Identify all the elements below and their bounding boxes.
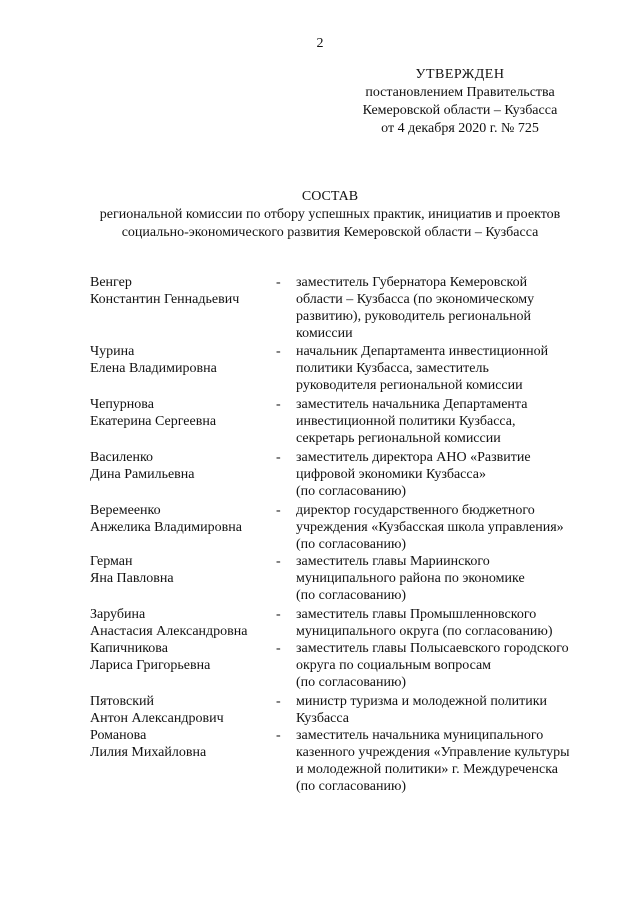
member-role bbox=[296, 640, 588, 693]
member-row bbox=[90, 727, 590, 796]
member-name bbox=[90, 396, 276, 449]
approval-title: УТВЕРЖДЕН bbox=[415, 67, 505, 82]
member-role-line: округа по социальным вопросам bbox=[296, 658, 492, 673]
member-given-names: Антон Александрович bbox=[90, 711, 224, 726]
member-given-names: Анастасия Александровна bbox=[90, 624, 248, 639]
member-role-line: заместитель начальника Департамента bbox=[296, 397, 528, 412]
member-name bbox=[90, 693, 276, 727]
document-title: СОСТАВ bbox=[301, 189, 359, 204]
member-row bbox=[90, 553, 590, 606]
member-dash: - bbox=[276, 554, 281, 569]
member-role bbox=[296, 396, 588, 449]
member-role-line: учреждения «Кузбасская школа управления» bbox=[296, 520, 564, 535]
approval-stamp bbox=[330, 66, 590, 138]
document-heading bbox=[60, 188, 600, 242]
member-given-names: Лилия Михайловна bbox=[90, 745, 207, 760]
member-given-names: Екатерина Сергеевна bbox=[90, 414, 217, 429]
member-dash: - bbox=[276, 450, 281, 465]
member-role-line: (по согласованию) bbox=[296, 588, 407, 603]
approval-line: Кемеровской области – Кузбасса bbox=[362, 103, 558, 118]
member-role bbox=[296, 727, 588, 796]
member-row bbox=[90, 343, 590, 396]
member-role-line: развитию), руководитель региональной bbox=[296, 309, 532, 324]
member-row bbox=[90, 640, 590, 693]
member-role bbox=[296, 693, 588, 727]
member-role-line: руководителя региональной комиссии bbox=[296, 378, 523, 393]
member-given-names: Яна Павловна bbox=[90, 571, 174, 586]
page-number: 2 bbox=[316, 36, 324, 51]
member-name bbox=[90, 274, 276, 343]
member-name bbox=[90, 449, 276, 502]
member-given-names: Константин Геннадьевич bbox=[90, 292, 240, 307]
approval-line: от 4 декабря 2020 г. № 725 bbox=[381, 121, 539, 136]
member-given-names: Лариса Григорьевна bbox=[90, 658, 211, 673]
document-subtitle-line: региональной комиссии по отбору успешных практик, инициатив и проектов bbox=[99, 207, 561, 222]
member-role-line: политики Кузбасса, заместитель bbox=[296, 361, 489, 376]
member-row bbox=[90, 449, 590, 502]
member-role-line: цифровой экономики Кузбасса» bbox=[296, 467, 486, 482]
member-role bbox=[296, 553, 588, 606]
member-dash: - bbox=[276, 397, 281, 412]
member-role-line: министр туризма и молодежной политики bbox=[296, 694, 548, 709]
member-role-line: (по согласованию) bbox=[296, 779, 407, 794]
member-given-names: Дина Рамильевна bbox=[90, 467, 195, 482]
member-dash: - bbox=[276, 694, 281, 709]
member-row bbox=[90, 396, 590, 449]
member-role-line: области – Кузбасса (по экономическому bbox=[296, 292, 535, 307]
member-role bbox=[296, 274, 588, 343]
member-role-line: инвестиционной политики Кузбасса, bbox=[296, 414, 516, 429]
member-name bbox=[90, 502, 276, 553]
member-role-line: муниципального района по экономике bbox=[296, 571, 525, 586]
member-surname: Веремеенко bbox=[90, 503, 161, 518]
member-surname: Пятовский bbox=[90, 694, 155, 709]
document-subtitle-line: социально-экономического развития Кемеровской области – Кузбасса bbox=[121, 225, 539, 240]
member-role bbox=[296, 502, 588, 553]
member-surname: Капичникова bbox=[90, 641, 168, 656]
member-surname: Василенко bbox=[90, 450, 154, 465]
member-given-names: Елена Владимировна bbox=[90, 361, 217, 376]
member-role-line: заместитель главы Промышленновского bbox=[296, 607, 537, 622]
member-given-names: Анжелика Владимировна bbox=[90, 520, 242, 535]
member-name bbox=[90, 553, 276, 606]
member-dash: - bbox=[276, 728, 281, 743]
member-role bbox=[296, 343, 588, 396]
member-role-line: комиссии bbox=[296, 326, 353, 341]
member-row bbox=[90, 693, 590, 727]
member-role-line: муниципального округа (по согласованию) bbox=[296, 624, 553, 639]
member-surname: Зарубина bbox=[90, 607, 146, 622]
member-role-line: (по согласованию) bbox=[296, 484, 407, 499]
member-role-line: заместитель директора АНО «Развитие bbox=[296, 450, 531, 465]
member-role-line: заместитель главы Полысаевского городского bbox=[296, 641, 569, 656]
member-row bbox=[90, 502, 590, 553]
member-role-line: (по согласованию) bbox=[296, 675, 407, 690]
member-surname: Венгер bbox=[90, 275, 132, 290]
member-role-line: заместитель Губернатора Кемеровской bbox=[296, 275, 528, 290]
member-role-line: казенного учреждения «Управление культуры bbox=[296, 745, 570, 760]
member-role-line: секретарь региональной комиссии bbox=[296, 431, 501, 446]
members-list bbox=[90, 274, 590, 796]
member-dash: - bbox=[276, 641, 281, 656]
member-surname: Чурина bbox=[90, 344, 135, 359]
member-role-line: директор государственного бюджетного bbox=[296, 503, 535, 518]
member-role bbox=[296, 606, 588, 640]
member-role-line: (по согласованию) bbox=[296, 537, 407, 552]
member-name bbox=[90, 343, 276, 396]
member-surname: Романова bbox=[90, 728, 147, 743]
member-name bbox=[90, 727, 276, 796]
member-dash: - bbox=[276, 607, 281, 622]
member-name bbox=[90, 640, 276, 693]
member-role-line: заместитель начальника муниципального bbox=[296, 728, 544, 743]
member-role-line: Кузбасса bbox=[296, 711, 349, 726]
approval-line: постановлением Правительства bbox=[365, 85, 555, 100]
member-dash: - bbox=[276, 344, 281, 359]
member-row bbox=[90, 274, 590, 343]
member-role-line: и молодежной политики» г. Междуреченска bbox=[296, 762, 559, 777]
member-name bbox=[90, 606, 276, 640]
member-row bbox=[90, 606, 590, 640]
member-surname: Чепурнова bbox=[90, 397, 154, 412]
member-dash: - bbox=[276, 503, 281, 518]
member-surname: Герман bbox=[90, 554, 133, 569]
member-role-line: заместитель главы Мариинского bbox=[296, 554, 490, 569]
member-role bbox=[296, 449, 588, 502]
member-role-line: начальник Департамента инвестиционной bbox=[296, 344, 549, 359]
member-dash: - bbox=[276, 275, 281, 290]
